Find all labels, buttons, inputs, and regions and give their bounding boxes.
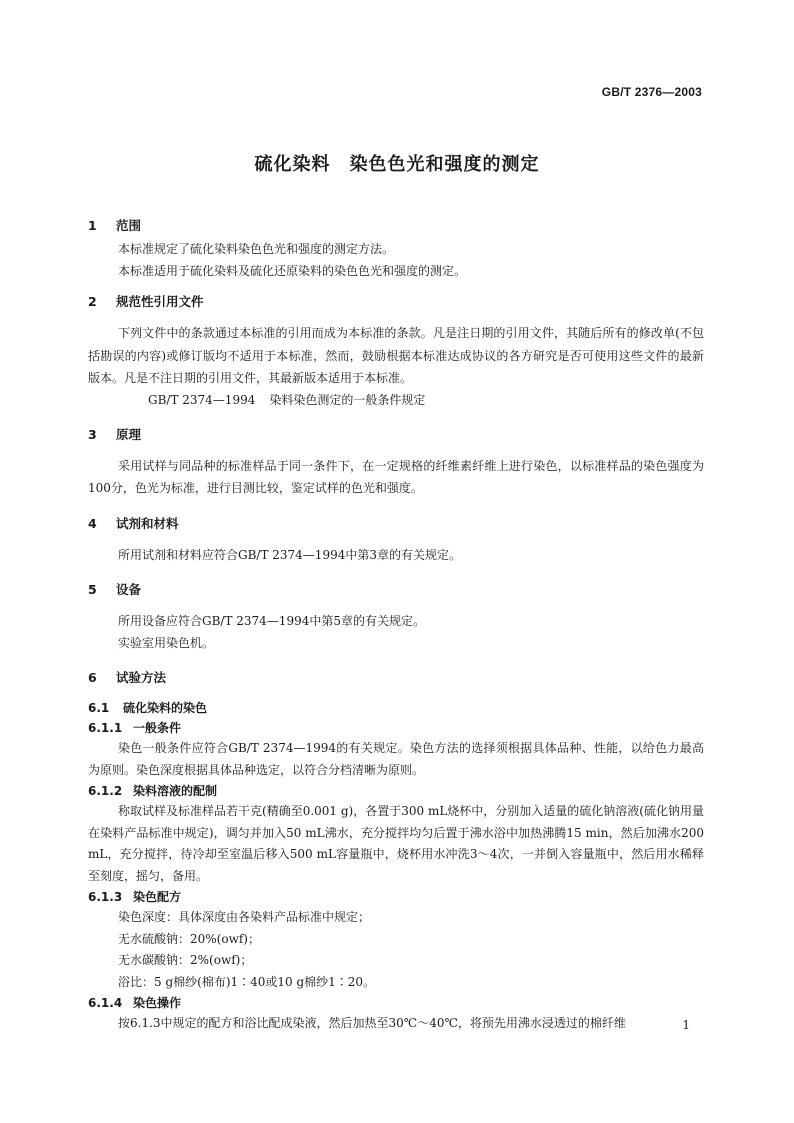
subsection-number: 6.1.1 — [88, 721, 123, 736]
paragraph: 无水碳酸钠：2%(owf)； — [118, 953, 253, 968]
section-4-heading — [88, 512, 704, 536]
subsection-6-1-heading — [88, 698, 704, 718]
subsection-title: 硫化染料的染色 — [123, 701, 208, 716]
section-3-heading — [88, 423, 704, 447]
subsection-title: 一般条件 — [133, 721, 182, 736]
paragraph: 所用设备应符合GB/T 2374—1994中第5章的有关规定。 — [118, 613, 425, 628]
section-title: 原理 — [116, 427, 142, 443]
section-6-heading — [88, 666, 704, 690]
paragraph: 下列文件中的条款通过本标准的引用而成为本标准的条款。凡是注日期的引用文件，其随后所有的修改单(不包括勘误的内容)或修订版均不适用于本标准，然而，鼓励根据本标准达成协议的各方研究是否可使用这些文件的最新版本。凡是不注日期的引用文件，其最新版本适用于本标准。 — [88, 326, 704, 385]
paragraph: 实验室用染色机。 — [118, 636, 215, 651]
subsection-title: 染色配方 — [133, 890, 182, 905]
subsection-title: 染色操作 — [133, 996, 182, 1011]
paragraph: 无水硫酸钠：20%(owf)； — [118, 931, 260, 946]
paragraph: 染色深度：具体深度由各染料产品标准中规定； — [118, 910, 371, 925]
section-title: 规范性引用文件 — [116, 294, 204, 310]
subsection-number: 6.1.4 — [88, 996, 123, 1011]
subsection-6-1-4-heading — [88, 993, 704, 1013]
section-2-heading — [88, 290, 704, 314]
section-title: 试验方法 — [116, 670, 167, 686]
subsection-6-1-3-heading — [88, 887, 704, 907]
paragraph: 按6.1.3中规定的配方和浴比配成染液，然后加热至30℃～40℃，将预先用沸水浸透过的棉纤维 — [118, 1016, 626, 1031]
paragraph: 所用试剂和材料应符合GB/T 2374—1994中第3章的有关规定。 — [118, 547, 461, 562]
section-5-heading — [88, 578, 704, 602]
section-title: 设备 — [116, 581, 142, 597]
section-1-heading — [88, 214, 704, 238]
paragraph: 称取试样及标准样品若干克(精确至0.001 g)，各置于300 mL烧杯中，分别加入适量的硫化钠溶液(硫化钠用量在染料产品标准中规定)，调匀并加入50 mL沸水，充分搅拌均匀后置于沸水浴中加热沸腾15 min，然后加沸水200 mL，充分搅拌，待冷却至室温后移入500 mL容量瓶中，烧杯用水冲洗3～4次，一并倒入容量瓶中，然后用水稀释至刻度，摇匀，备用。 — [88, 804, 704, 883]
section-number: 1 — [88, 218, 97, 233]
section-number: 5 — [88, 581, 97, 597]
paragraph: 采用试样与同品种的标准样品于同一条件下，在一定规格的纤维素纤维上进行染色，以标准样品的染色强度为100分，色光为标准，进行目测比较，鉴定试样的色光和强度。 — [88, 459, 704, 496]
document-body — [88, 214, 704, 1035]
paragraph: 本标准规定了硫化染料染色色光和强度的测定方法。 — [118, 242, 395, 256]
section-title: 试剂和材料 — [116, 515, 179, 531]
section-number: 6 — [88, 670, 97, 686]
paragraph: 浴比：5 g棉纱(棉布)1∶40或10 g棉纱1∶20。 — [118, 974, 376, 989]
subsection-6-1-2-heading — [88, 781, 704, 801]
section-number: 4 — [88, 515, 97, 531]
section-number: 2 — [88, 294, 97, 310]
document-title: 硫化染料 染色色光和强度的测定 — [254, 154, 540, 175]
subsection-number: 6.1 — [88, 701, 110, 716]
subsection-title: 染料溶液的配制 — [133, 784, 218, 799]
reference-code: GB/T 2374—1994 — [148, 393, 256, 408]
page-number: 1 — [682, 1018, 690, 1032]
subsection-number: 6.1.2 — [88, 784, 123, 799]
section-number: 3 — [88, 427, 97, 443]
section-title: 范围 — [116, 218, 142, 233]
paragraph: 染色一般条件应符合GB/T 2374—1994的有关规定。染色方法的选择须根据具体品种、性能，以给色力最高为原则。染色深度根据具体品种选定，以符合分档清晰为原则。 — [88, 741, 704, 777]
subsection-number: 6.1.3 — [88, 890, 123, 905]
paragraph: 本标准适用于硫化染料及硫化还原染料的染色色光和强度的测定。 — [118, 264, 467, 279]
subsection-6-1-1-heading — [88, 718, 704, 738]
standard-code: GB/T 2376—2003 — [601, 85, 702, 99]
reference-title: 染料染色测定的一般条件规定 — [269, 393, 426, 408]
normative-reference — [88, 389, 704, 411]
